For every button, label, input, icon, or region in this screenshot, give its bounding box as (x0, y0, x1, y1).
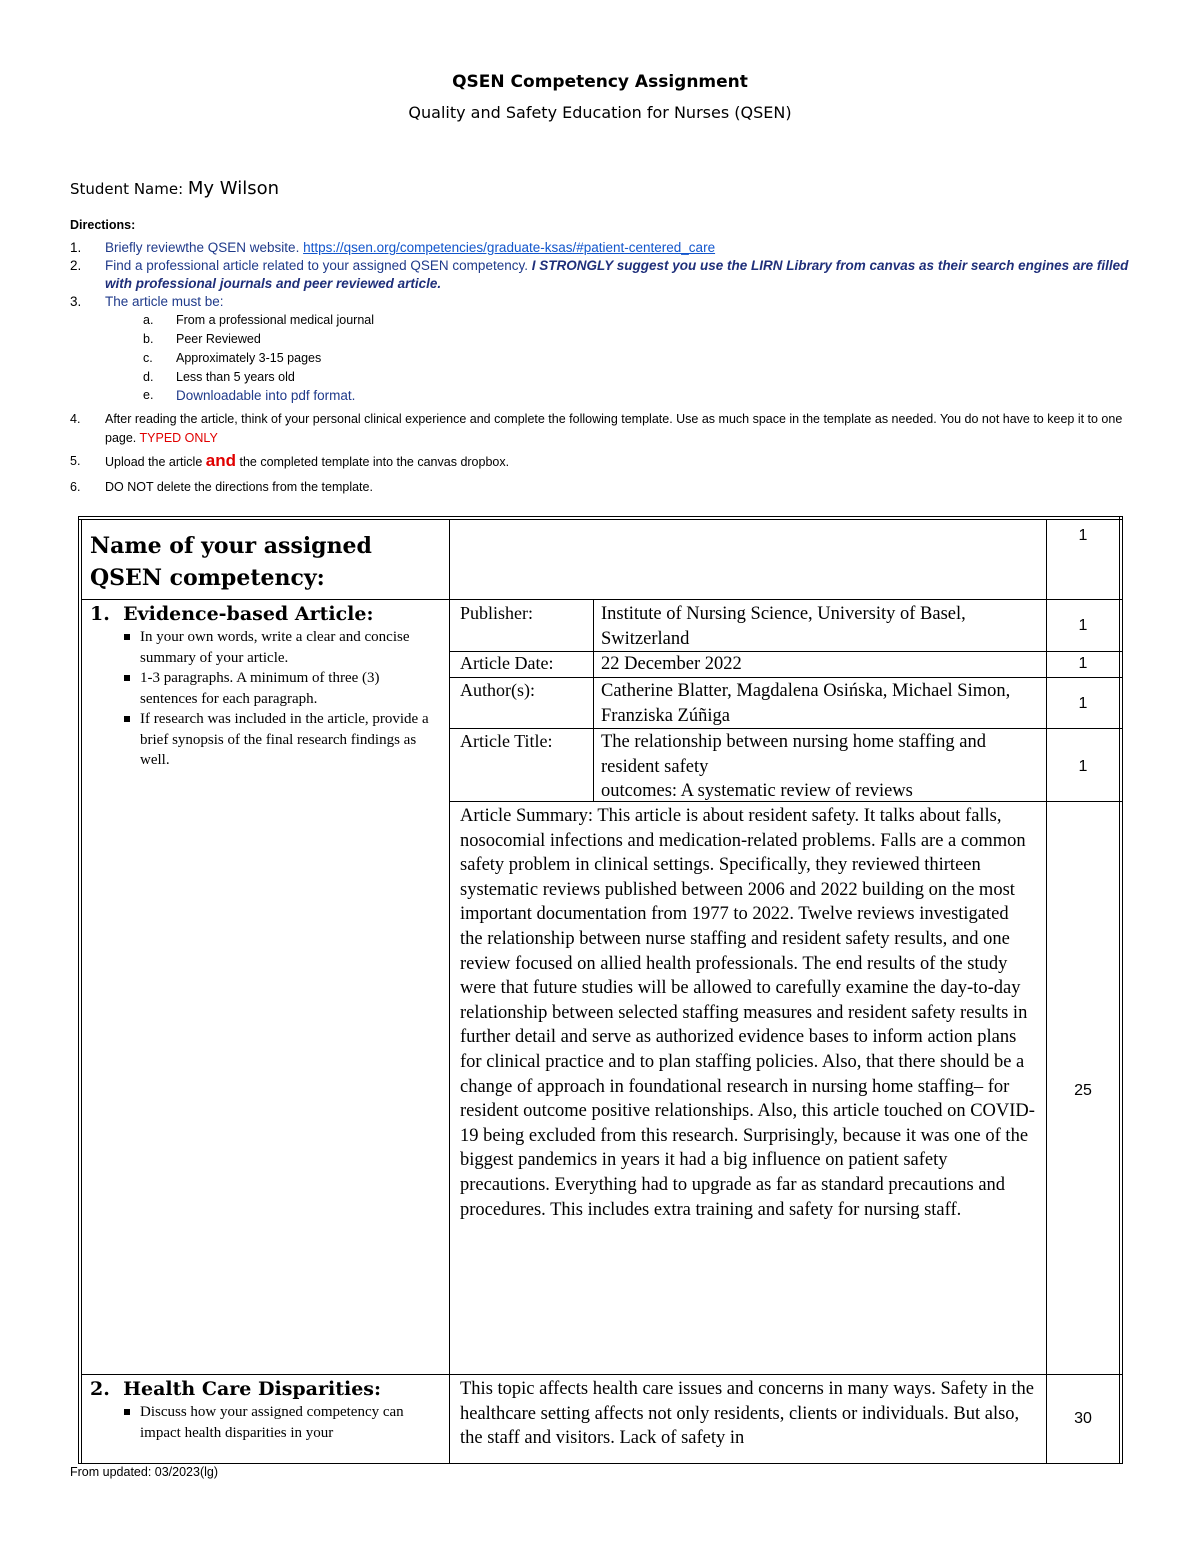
publisher-value: Institute of Nursing Science, University of Basel, Switzerland (601, 604, 966, 649)
article-date-value: 22 December 2022 (601, 654, 742, 674)
article-date-label: Article Date: (460, 653, 554, 673)
direction-item-4 (70, 410, 1130, 448)
article-title-value: The relationship between nursing home staffing and resident safety outcomes: A systematic review of reviews (601, 732, 986, 802)
direction-item-1 (70, 239, 1130, 257)
student-name-value: My Wilson (187, 178, 280, 199)
direction-item-6 (70, 478, 1130, 496)
summary-points: 25 (1074, 1082, 1092, 1099)
article-date-points: 1 (1078, 655, 1088, 672)
qsen-website-link[interactable]: https://qsen.org/competencies/graduate-ksas/#patient-centered_care (303, 240, 716, 255)
article-summary: Article Summary: This article is about resident safety. It talks about falls, nosocomial infections and medication-related problems. Falls are a common safety problem in clinical settings. Specifically, they reviewed thirteen systematic reviews published between 2006 and 2022 building on the most important documentation from 1977 to 2022. Twelve reviews investigated the relationship between nurse staffing and resident safety results, and one review focused on allied health professionals. The end results of the study were that future studies will be allowed to carefully examine the day-to-day relationship between selected staffing measures and resident safety results in further detail and serve as authorized evidence bases to inform action plans for clinical practice and to plan staffing policies. Also, that there should be a change of approach in foundational research in nursing home staffing– for resident outcome positive relationships. Also, this article touched on COVID-19 being excluded from this research. Surprisingly, because it was one of the biggest pandemics in years it had a big influence on patient safety precautions. Everything had to upgrade as far as standard precautions and procedures. This includes extra training and safety for nursing staff. (460, 806, 1035, 1220)
section1-bullet: 1-3 paragraphs. A minimum of three (3) sentences for each paragraph. (120, 668, 430, 709)
article-title-label: Article Title: (460, 731, 553, 751)
typed-only-note: TYPED ONLY (139, 431, 218, 445)
student-name-line (70, 178, 279, 199)
competency-value[interactable] (460, 530, 1040, 590)
author-label: Author(s): (460, 680, 535, 700)
document-subtitle: Quality and Safety Education for Nurses (QSEN) (408, 103, 792, 122)
direction-number: 1. (70, 240, 82, 255)
direction-item-3 (70, 293, 1130, 311)
direction-number: 2. (70, 258, 82, 273)
section1-heading: 1. Evidence-based Article: (90, 603, 374, 625)
form-updated-footer: From updated: 03/2023(lg) (70, 1465, 219, 1479)
article-title-points: 1 (1078, 758, 1088, 775)
section2-points: 30 (1074, 1410, 1092, 1427)
health-disparities-text: This topic affects health care issues and concerns in many ways. Safety in the healthcare setting affects not only residents, clients or individuals. But also, the staff and visitors. Lack of safety in (460, 1379, 1035, 1449)
direction-text: After reading the article, think of your personal clinical experience and complete the following template. Use as much space in the template as needed. You do not have to keep it to one page. (105, 412, 1123, 445)
document-title: QSEN Competency Assignment (452, 72, 748, 92)
direction-text: The article must be: (105, 294, 224, 309)
direction-text: DO NOT delete the directions from the template. (105, 480, 373, 494)
section2-heading: 2. Health Care Disparities: (90, 1378, 382, 1400)
direction-item-2 (70, 257, 1130, 293)
direction-emphasis: I STRONGLY suggest you use the LIRN Library from canvas as their search engines are filled with professional journals and peer reviewed article. (105, 258, 1129, 291)
publisher-points: 1 (1078, 617, 1088, 634)
direction-number: 6. (70, 480, 81, 494)
author-points: 1 (1078, 695, 1088, 712)
section2-instructions (90, 1378, 430, 1443)
direction-number: 4. (70, 412, 81, 426)
student-name-label: Student Name: (70, 180, 184, 198)
direction-item-5: 5. Upload the article and the completed template into the canvas dropbox. (70, 451, 510, 470)
competency-label: Name of your assigned QSEN competency: (90, 533, 372, 591)
direction-number: 3. (70, 294, 82, 309)
and-emphasis: and (205, 451, 236, 470)
section1-bullet: In your own words, write a clear and concise summary of your article. (120, 627, 430, 668)
author-value: Catherine Blatter, Magdalena Osińska, Michael Simon, Franziska Zúñiga (601, 681, 1011, 726)
directions-heading: Directions: (70, 218, 136, 232)
publisher-label: Publisher: (460, 603, 534, 623)
section1-bullet: If research was included in the article, provide a brief synopsis of the final research findings as well. (120, 709, 430, 771)
competency-points: 1 (1078, 527, 1088, 544)
direction-text: Briefly reviewthe QSEN website. (105, 240, 304, 255)
direction-text: Find a professional article related to your assigned QSEN competency. (105, 258, 532, 273)
section2-bullet: Discuss how your assigned competency can impact health disparities in your (120, 1402, 430, 1443)
section1-instructions (90, 603, 430, 771)
direction-number: 5. (70, 454, 81, 468)
